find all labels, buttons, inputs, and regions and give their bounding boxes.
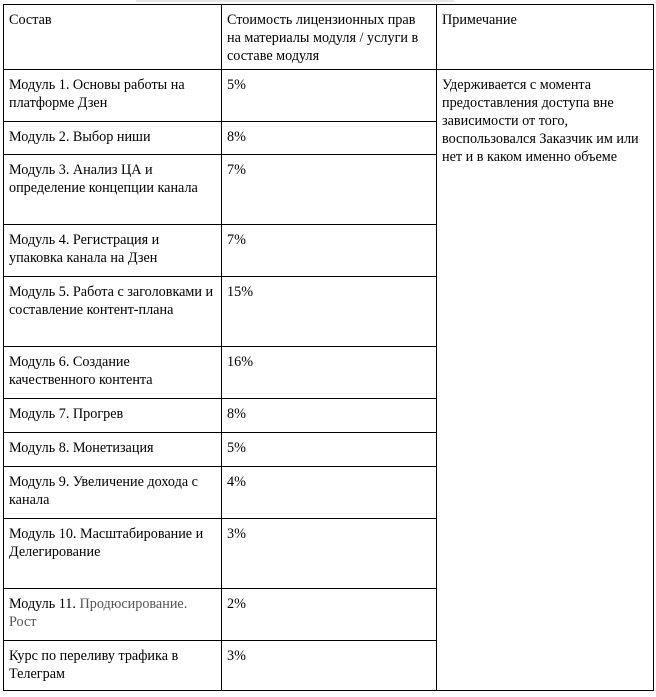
row-name-suffix: Продюсирование. Рост <box>9 596 188 631</box>
row-name: Модуль 5. Работа с заголовками и составление контент-плана <box>4 277 222 347</box>
row-name: Модуль 4. Регистрация и упаковка канала на Дзен <box>4 225 222 277</box>
row-cost: 16% <box>222 347 437 399</box>
row-cost: 3% <box>222 641 437 691</box>
row-name: Модуль 10. Масштабирование и Делегирование <box>4 519 222 589</box>
row-name: Модуль 6. Создание качественного контента <box>4 347 222 399</box>
table-header-row <box>4 5 654 70</box>
top-strip <box>0 0 656 3</box>
license-cost-table <box>3 4 654 691</box>
row-cost: 15% <box>222 277 437 347</box>
row-name: Курс по переливу трафика в Телеграм <box>4 641 222 691</box>
header-note: Примечание <box>437 5 654 70</box>
row-cost: 5% <box>222 433 437 467</box>
row-name-prefix: Модуль 11. <box>9 596 80 613</box>
row-cost: 8% <box>222 122 437 155</box>
row-cost: 2% <box>222 589 437 641</box>
row-cost: 5% <box>222 70 437 122</box>
top-strip-shade <box>136 0 454 2</box>
note-cell: Удерживается с момента предоставления доступа вне зависимости от того, воспользовался Заказчик им или нет и в каком именно объеме <box>437 70 654 691</box>
row-name: Модуль 2. Выбор ниши <box>4 122 222 155</box>
row-name: Модуль 8. Монетизация <box>4 433 222 467</box>
header-cost: Стоимость лицензионных прав на материалы модуля / услуги в составе модуля <box>222 5 437 70</box>
row-name: Модуль 1. Основы работы на платформе Дзен <box>4 70 222 122</box>
row-name: Модуль 3. Анализ ЦА и определение концепции канала <box>4 155 222 225</box>
table-row <box>4 70 654 122</box>
row-cost: 7% <box>222 155 437 225</box>
row-cost: 8% <box>222 399 437 433</box>
header-composition: Состав <box>4 5 222 70</box>
row-name: Модуль 9. Увеличение дохода с канала <box>4 467 222 519</box>
row-cost: 7% <box>222 225 437 277</box>
row-name <box>4 589 222 641</box>
row-name: Модуль 7. Прогрев <box>4 399 222 433</box>
row-cost: 4% <box>222 467 437 519</box>
row-cost: 3% <box>222 519 437 589</box>
